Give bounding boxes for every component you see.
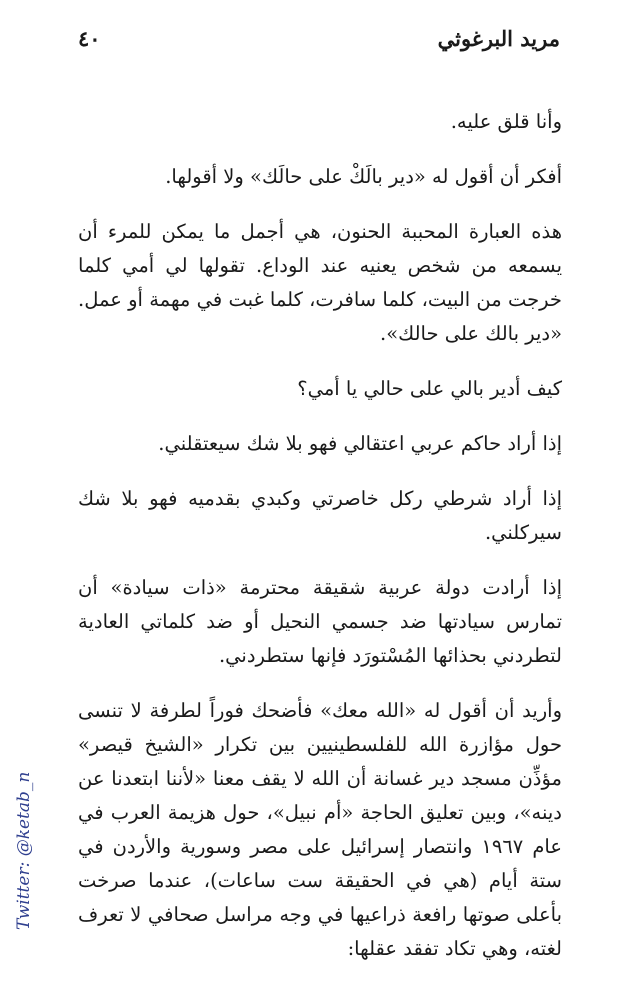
running-head-author: مريد البرغوثي <box>437 26 560 51</box>
paragraph: وأريد أن أقول له «الله معك» فأضحك فوراً لطرفة لا تنسى حول مؤازرة الله للفلسطينيين بين تكرار «الشيخ قيصر» مؤذِّن مسجد دير غسانة أن الله لا يقف معنا «لأننا ابتعدنا عن دينه»، وبين تعليق الحاجة «أم نبيل»، حول هزيمة العرب في عام ١٩٦٧ وانتصار إسرائيل على مصر وسورية والأردن في ستة أيام (هي في الحقيقة ست ساعات)، عندما صرخت بأعلى صوتها رافعة ذراعيها في وجه مراسل صحافي لا تعرف لغته، وهي تكاد تفقد عقلها: <box>78 699 562 960</box>
paragraph: أفكر أن أقول له «دير بالَكْ على حالَك» ولا أقولها. <box>165 165 562 188</box>
paragraph: وأنا قلق عليه. <box>450 110 562 133</box>
paragraph: هذه العبارة المحببة الحنون، هي أجمل ما يمكن للمرء أن يسمعه من شخص يعنيه عند الوداع. تقولها لي أمي كلما خرجت من البيت، كلما سافرت، كلما غبت في مهمة أو عمل. «دير بالك على حالك». <box>78 220 562 345</box>
page-number: ٤٠ <box>78 26 101 51</box>
body-text <box>78 105 562 966</box>
paragraph: إذا أرادت دولة عربية شقيقة محترمة «ذات سيادة» أن تمارس سيادتها ضد جسمي النحيل أو ضد كلماتي العادية لتطردني بحذائها المُسْتورَد فإنها ستطردني. <box>78 576 562 667</box>
paragraph: كيف أدير بالي على حالي يا أمي؟ <box>297 377 562 400</box>
paragraph: إذا أراد شرطي ركل خاصرتي وكبدي بقدميه فهو بلا شك سيركلني. <box>78 487 562 544</box>
page-header <box>78 26 560 58</box>
twitter-watermark: Twitter: @ketab_n <box>14 771 34 930</box>
paragraph: إذا أراد حاكم عربي اعتقالي فهو بلا شك سيعتقلني. <box>158 432 562 455</box>
